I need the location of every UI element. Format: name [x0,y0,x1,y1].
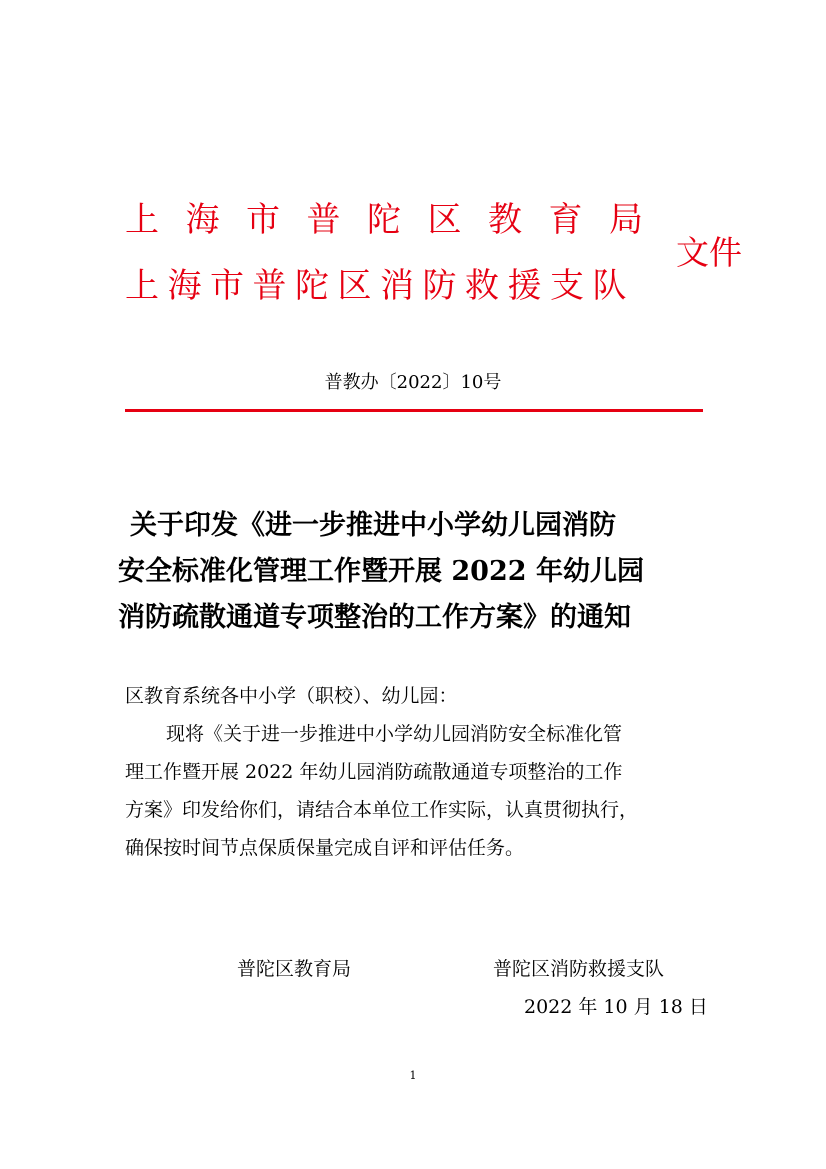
issuer-education-bureau: 上海市普陀区教育局 [125,200,670,240]
paragraph-line-2: 理工作暨开展 2022 年幼儿园消防疏散通道专项整治的工作 [125,761,623,783]
document-title [118,503,708,641]
red-separator-line [125,409,703,412]
title-line-2: 安全标准化管理工作暨开展 2022 年幼儿园 [118,556,644,587]
paragraph-line-1: 现将《关于进一步推进中小学幼儿园消防安全标准化管 [166,723,623,745]
title-line-3: 消防疏散通道专项整治的工作方案》的通知 [118,602,631,633]
document-type-suffix: 文件 [676,233,742,272]
signature-fire-rescue-detachment: 普陀区消防救援支队 [493,958,665,980]
paragraph-line-4: 确保按时间节点保质保量完成自评和评估任务。 [125,837,525,859]
title-line-1: 关于印发《进一步推进中小学幼儿园消防 [130,510,616,541]
page-number: 1 [409,1069,417,1082]
issue-date: 2022 年 10 月 18 日 [524,996,708,1018]
salutation: 区教育系统各中小学（职校）、幼儿园： [125,685,458,707]
issuer-fire-rescue-detachment: 上海市普陀区消防救援支队 [125,266,635,306]
document-number: 普教办〔2022〕10号 [324,372,502,393]
document-body [125,677,705,867]
paragraph-line-3: 方案》印发给你们，请结合本单位工作实际，认真贯彻执行， [125,799,639,821]
signature-education-bureau: 普陀区教育局 [237,958,352,980]
